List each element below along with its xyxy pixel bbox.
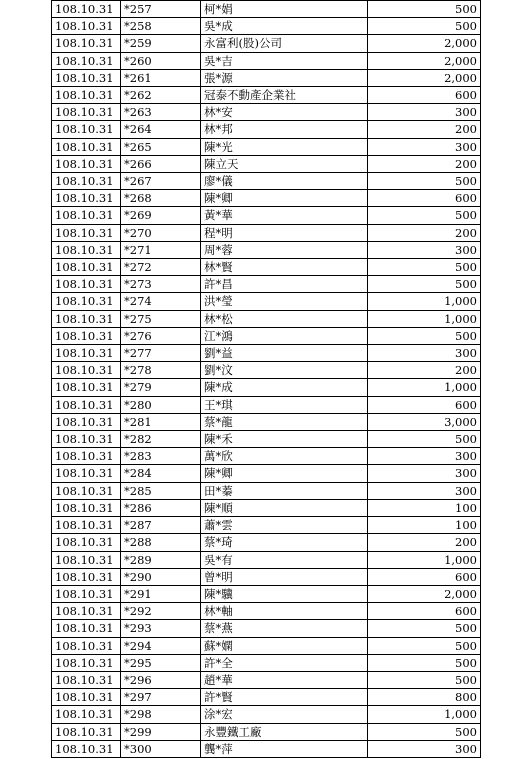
amount-cell: 300 [368, 482, 481, 499]
date-cell: 108.10.31 [52, 706, 121, 723]
date-cell: 108.10.31 [52, 241, 121, 258]
amount-cell: 1,000 [368, 293, 481, 310]
table-row [52, 723, 481, 740]
receipt-number-cell: *270 [121, 224, 201, 241]
table-row [52, 706, 481, 723]
table-row [52, 259, 481, 276]
receipt-number-cell: *290 [121, 568, 201, 585]
donor-name-cell: 江*鴻 [201, 327, 368, 344]
amount-cell: 500 [368, 207, 481, 224]
receipt-number-cell: *293 [121, 620, 201, 637]
table-row [52, 671, 481, 688]
table-row [52, 173, 481, 190]
receipt-number-cell: *275 [121, 310, 201, 327]
table-row [52, 465, 481, 482]
receipt-number-cell: *288 [121, 534, 201, 551]
donor-name-cell: 王*琪 [201, 396, 368, 413]
amount-cell: 2,000 [368, 35, 481, 52]
donor-name-cell: 蕭*雲 [201, 517, 368, 534]
date-cell: 108.10.31 [52, 173, 121, 190]
date-cell: 108.10.31 [52, 121, 121, 138]
receipt-number-cell: *294 [121, 637, 201, 654]
receipt-number-cell: *277 [121, 345, 201, 362]
donor-name-cell: 林*軸 [201, 603, 368, 620]
receipt-number-cell: *269 [121, 207, 201, 224]
table-row [52, 740, 481, 757]
donation-table [51, 0, 481, 758]
donor-name-cell: 陳*驥 [201, 585, 368, 602]
amount-cell: 300 [368, 138, 481, 155]
receipt-number-cell: *260 [121, 52, 201, 69]
amount-cell: 100 [368, 499, 481, 516]
amount-cell: 3,000 [368, 413, 481, 430]
date-cell: 108.10.31 [52, 190, 121, 207]
table-row [52, 620, 481, 637]
donor-name-cell: 蔡*琦 [201, 534, 368, 551]
table-row [52, 1, 481, 18]
table-row [52, 293, 481, 310]
table-row [52, 345, 481, 362]
date-cell: 108.10.31 [52, 413, 121, 430]
date-cell: 108.10.31 [52, 689, 121, 706]
table-row [52, 35, 481, 52]
donor-name-cell: 陳*順 [201, 499, 368, 516]
donor-name-cell: 周*蓉 [201, 241, 368, 258]
table-row [52, 87, 481, 104]
donor-name-cell: 許*全 [201, 654, 368, 671]
donor-name-cell: 蔡*龍 [201, 413, 368, 430]
donor-name-cell: 陳立天 [201, 155, 368, 172]
receipt-number-cell: *297 [121, 689, 201, 706]
table-row [52, 654, 481, 671]
table-row [52, 190, 481, 207]
donor-name-cell: 田*蓁 [201, 482, 368, 499]
amount-cell: 200 [368, 362, 481, 379]
donor-name-cell: 張*源 [201, 69, 368, 86]
date-cell: 108.10.31 [52, 482, 121, 499]
amount-cell: 500 [368, 18, 481, 35]
donation-table-body [52, 1, 481, 758]
amount-cell: 2,000 [368, 69, 481, 86]
amount-cell: 2,000 [368, 585, 481, 602]
amount-cell: 500 [368, 671, 481, 688]
date-cell: 108.10.31 [52, 259, 121, 276]
amount-cell: 100 [368, 517, 481, 534]
receipt-number-cell: *298 [121, 706, 201, 723]
amount-cell: 800 [368, 689, 481, 706]
date-cell: 108.10.31 [52, 517, 121, 534]
amount-cell: 300 [368, 448, 481, 465]
receipt-number-cell: *272 [121, 259, 201, 276]
table-row [52, 155, 481, 172]
date-cell: 108.10.31 [52, 293, 121, 310]
date-cell: 108.10.31 [52, 138, 121, 155]
donor-name-cell: 劉*汶 [201, 362, 368, 379]
table-row [52, 327, 481, 344]
receipt-number-cell: *271 [121, 241, 201, 258]
date-cell: 108.10.31 [52, 620, 121, 637]
donor-name-cell: 吳*成 [201, 18, 368, 35]
donor-name-cell: 林*松 [201, 310, 368, 327]
amount-cell: 600 [368, 568, 481, 585]
receipt-number-cell: *264 [121, 121, 201, 138]
receipt-number-cell: *292 [121, 603, 201, 620]
amount-cell: 1,000 [368, 310, 481, 327]
amount-cell: 500 [368, 1, 481, 18]
table-row [52, 18, 481, 35]
date-cell: 108.10.31 [52, 568, 121, 585]
donor-name-cell: 冠泰不動產企業社 [201, 87, 368, 104]
receipt-number-cell: *289 [121, 551, 201, 568]
table-row [52, 448, 481, 465]
table-row [52, 69, 481, 86]
donor-name-cell: 吳*有 [201, 551, 368, 568]
amount-cell: 2,000 [368, 52, 481, 69]
donor-name-cell: 龔*萍 [201, 740, 368, 757]
table-row [52, 585, 481, 602]
table-row [52, 551, 481, 568]
date-cell: 108.10.31 [52, 448, 121, 465]
amount-cell: 200 [368, 121, 481, 138]
donor-name-cell: 陳*卿 [201, 190, 368, 207]
receipt-number-cell: *281 [121, 413, 201, 430]
date-cell: 108.10.31 [52, 396, 121, 413]
receipt-number-cell: *284 [121, 465, 201, 482]
donor-name-cell: 永豐鐵工廠 [201, 723, 368, 740]
amount-cell: 600 [368, 87, 481, 104]
table-row [52, 499, 481, 516]
date-cell: 108.10.31 [52, 379, 121, 396]
receipt-number-cell: *273 [121, 276, 201, 293]
receipt-number-cell: *257 [121, 1, 201, 18]
receipt-number-cell: *287 [121, 517, 201, 534]
donor-name-cell: 陳*卿 [201, 465, 368, 482]
donor-name-cell: 趙*華 [201, 671, 368, 688]
amount-cell: 1,000 [368, 706, 481, 723]
table-row [52, 637, 481, 654]
receipt-number-cell: *279 [121, 379, 201, 396]
receipt-number-cell: *300 [121, 740, 201, 757]
table-row [52, 207, 481, 224]
receipt-number-cell: *263 [121, 104, 201, 121]
table-row [52, 534, 481, 551]
table-row [52, 568, 481, 585]
amount-cell: 500 [368, 431, 481, 448]
donor-name-cell: 永富利(股)公司 [201, 35, 368, 52]
receipt-number-cell: *259 [121, 35, 201, 52]
amount-cell: 1,000 [368, 551, 481, 568]
amount-cell: 600 [368, 190, 481, 207]
amount-cell: 500 [368, 259, 481, 276]
date-cell: 108.10.31 [52, 327, 121, 344]
donor-name-cell: 陳*成 [201, 379, 368, 396]
donor-name-cell: 吳*吉 [201, 52, 368, 69]
date-cell: 108.10.31 [52, 431, 121, 448]
table-row [52, 482, 481, 499]
date-cell: 108.10.31 [52, 18, 121, 35]
table-row [52, 241, 481, 258]
date-cell: 108.10.31 [52, 723, 121, 740]
date-cell: 108.10.31 [52, 207, 121, 224]
receipt-number-cell: *299 [121, 723, 201, 740]
amount-cell: 300 [368, 465, 481, 482]
donor-name-cell: 林*安 [201, 104, 368, 121]
donor-name-cell: 蔡*燕 [201, 620, 368, 637]
date-cell: 108.10.31 [52, 87, 121, 104]
amount-cell: 600 [368, 603, 481, 620]
amount-cell: 500 [368, 637, 481, 654]
donor-name-cell: 廖*儀 [201, 173, 368, 190]
receipt-number-cell: *267 [121, 173, 201, 190]
amount-cell: 200 [368, 534, 481, 551]
donor-name-cell: 許*昌 [201, 276, 368, 293]
date-cell: 108.10.31 [52, 499, 121, 516]
amount-cell: 500 [368, 173, 481, 190]
receipt-number-cell: *266 [121, 155, 201, 172]
table-row [52, 689, 481, 706]
donor-name-cell: 洪*瑩 [201, 293, 368, 310]
date-cell: 108.10.31 [52, 35, 121, 52]
date-cell: 108.10.31 [52, 310, 121, 327]
donor-name-cell: 陳*光 [201, 138, 368, 155]
date-cell: 108.10.31 [52, 551, 121, 568]
receipt-number-cell: *296 [121, 671, 201, 688]
receipt-number-cell: *283 [121, 448, 201, 465]
donor-name-cell: 萬*欣 [201, 448, 368, 465]
date-cell: 108.10.31 [52, 465, 121, 482]
amount-cell: 600 [368, 396, 481, 413]
date-cell: 108.10.31 [52, 603, 121, 620]
date-cell: 108.10.31 [52, 345, 121, 362]
table-row [52, 362, 481, 379]
date-cell: 108.10.31 [52, 671, 121, 688]
donor-name-cell: 林*邦 [201, 121, 368, 138]
donor-name-cell: 黃*華 [201, 207, 368, 224]
table-row [52, 603, 481, 620]
amount-cell: 500 [368, 620, 481, 637]
date-cell: 108.10.31 [52, 52, 121, 69]
date-cell: 108.10.31 [52, 104, 121, 121]
receipt-number-cell: *280 [121, 396, 201, 413]
donor-name-cell: 程*明 [201, 224, 368, 241]
donor-name-cell: 林*賢 [201, 259, 368, 276]
table-row [52, 121, 481, 138]
receipt-number-cell: *261 [121, 69, 201, 86]
receipt-number-cell: *285 [121, 482, 201, 499]
amount-cell: 1,000 [368, 379, 481, 396]
date-cell: 108.10.31 [52, 585, 121, 602]
table-row [52, 413, 481, 430]
amount-cell: 500 [368, 654, 481, 671]
receipt-number-cell: *295 [121, 654, 201, 671]
receipt-number-cell: *291 [121, 585, 201, 602]
date-cell: 108.10.31 [52, 69, 121, 86]
date-cell: 108.10.31 [52, 740, 121, 757]
table-row [52, 310, 481, 327]
donor-name-cell: 許*賢 [201, 689, 368, 706]
donor-name-cell: 曾*明 [201, 568, 368, 585]
date-cell: 108.10.31 [52, 276, 121, 293]
receipt-number-cell: *278 [121, 362, 201, 379]
table-row [52, 104, 481, 121]
donor-name-cell: 柯*娟 [201, 1, 368, 18]
donor-name-cell: 涂*宏 [201, 706, 368, 723]
donor-name-cell: 劉*益 [201, 345, 368, 362]
amount-cell: 300 [368, 345, 481, 362]
date-cell: 108.10.31 [52, 224, 121, 241]
table-row [52, 517, 481, 534]
table-row [52, 396, 481, 413]
amount-cell: 500 [368, 276, 481, 293]
amount-cell: 200 [368, 155, 481, 172]
table-row [52, 52, 481, 69]
receipt-number-cell: *268 [121, 190, 201, 207]
receipt-number-cell: *276 [121, 327, 201, 344]
amount-cell: 300 [368, 104, 481, 121]
date-cell: 108.10.31 [52, 654, 121, 671]
receipt-number-cell: *282 [121, 431, 201, 448]
receipt-number-cell: *274 [121, 293, 201, 310]
table-row [52, 276, 481, 293]
donor-name-cell: 蘇*嫻 [201, 637, 368, 654]
table-row [52, 431, 481, 448]
receipt-number-cell: *265 [121, 138, 201, 155]
date-cell: 108.10.31 [52, 534, 121, 551]
amount-cell: 500 [368, 723, 481, 740]
amount-cell: 500 [368, 327, 481, 344]
table-row [52, 379, 481, 396]
date-cell: 108.10.31 [52, 1, 121, 18]
table-row [52, 224, 481, 241]
amount-cell: 300 [368, 740, 481, 757]
date-cell: 108.10.31 [52, 637, 121, 654]
date-cell: 108.10.31 [52, 362, 121, 379]
amount-cell: 300 [368, 241, 481, 258]
receipt-number-cell: *262 [121, 87, 201, 104]
donor-name-cell: 陳*禾 [201, 431, 368, 448]
amount-cell: 200 [368, 224, 481, 241]
receipt-number-cell: *286 [121, 499, 201, 516]
table-row [52, 138, 481, 155]
date-cell: 108.10.31 [52, 155, 121, 172]
receipt-number-cell: *258 [121, 18, 201, 35]
